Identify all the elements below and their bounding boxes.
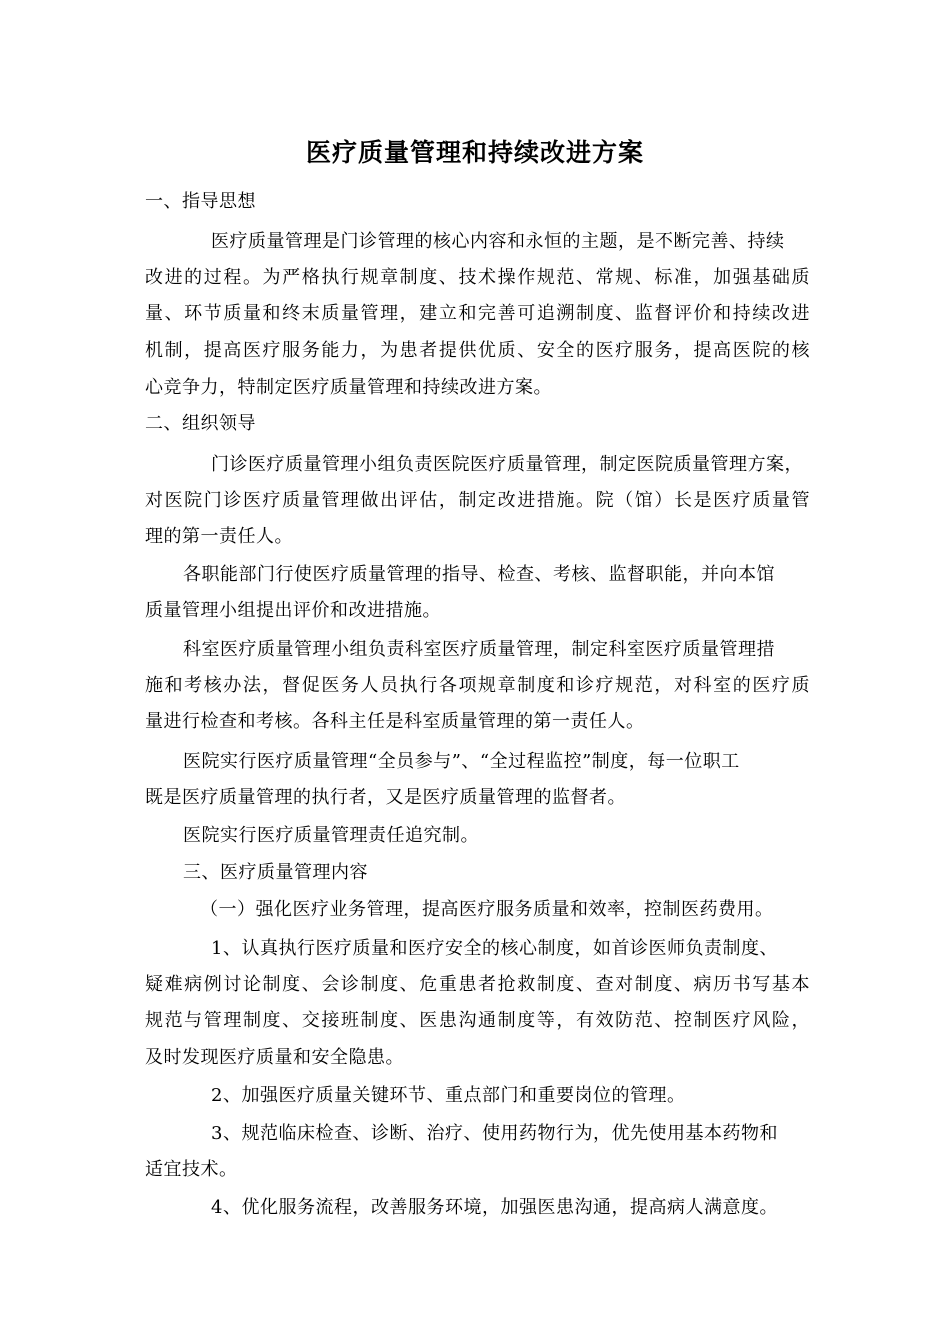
paragraph-line: 科室医疗质量管理小组负责科室医疗质量管理，制定科室医疗质量管理措 xyxy=(183,639,775,660)
paragraph-line: 量进行检查和考核。各科主任是科室质量管理的第一责任人。 xyxy=(145,711,645,732)
section-heading-3: 三、医疗质量管理内容 xyxy=(183,862,368,883)
paragraph-line: 对医院门诊医疗质量管理做出评估，制定改进措施。院（馆）长是医疗质量管 xyxy=(145,490,810,511)
paragraph-line: 适宜技术。 xyxy=(145,1159,238,1180)
paragraph-line: 改进的过程。为严格执行规章制度、技术操作规范、常规、标准，加强基础质 xyxy=(145,267,810,288)
paragraph-line: 门诊医疗质量管理小组负责医院医疗质量管理，制定医院质量管理方案， xyxy=(211,454,803,475)
paragraph-line: 理的第一责任人。 xyxy=(145,526,293,547)
subsection-heading: （一）强化医疗业务管理，提高医疗服务质量和效率，控制医药费用。 xyxy=(200,899,774,920)
paragraph-line: 医院实行医疗质量管理“全员参与”、“全过程监控”制度，每一位职工 xyxy=(183,751,740,772)
paragraph-line: 施和考核办法，督促医务人员执行各项规章制度和诊疗规范，对科室的医疗质 xyxy=(145,675,810,696)
paragraph-line: 机制，提高医疗服务能力，为患者提供优质、安全的医疗服务，提高医院的核 xyxy=(145,340,810,361)
section-heading-1: 一、指导思想 xyxy=(145,191,256,212)
paragraph-line: 及时发现医疗质量和安全隐患。 xyxy=(145,1047,404,1068)
list-item: 3、规范临床检查、诊断、治疗、使用药物行为，优先使用基本药物和 xyxy=(211,1123,778,1144)
list-item: 2、加强医疗质量关键环节、重点部门和重要岗位的管理。 xyxy=(211,1085,686,1106)
paragraph-line: 心竞争力，特制定医疗质量管理和持续改进方案。 xyxy=(145,377,552,398)
paragraph-line: 质量管理小组提出评价和改进措施。 xyxy=(145,600,441,621)
paragraph-line: 各职能部门行使医疗质量管理的指导、检查、考核、监督职能，并向本馆 xyxy=(183,564,775,585)
list-item: 4、优化服务流程，改善服务环境，加强医患沟通，提高病人满意度。 xyxy=(211,1197,778,1218)
paragraph-line: 医疗质量管理是门诊管理的核心内容和永恒的主题，是不断完善、持续 xyxy=(211,231,785,252)
paragraph-line: 量、环节质量和终末质量管理，建立和完善可追溯制度、监督评价和持续改进 xyxy=(145,303,810,324)
list-item: 1、认真执行医疗质量和医疗安全的核心制度，如首诊医师负责制度、 xyxy=(211,938,778,959)
section-heading-2: 二、组织领导 xyxy=(145,413,256,434)
paragraph-line: 疑难病例讨论制度、会诊制度、危重患者抢救制度、查对制度、病历书写基本 xyxy=(145,974,810,995)
paragraph-line: 医院实行医疗质量管理责任追究制。 xyxy=(183,825,479,846)
paragraph-line: 既是医疗质量管理的执行者，又是医疗质量管理的监督者。 xyxy=(145,787,626,808)
document-title: 医疗质量管理和持续改进方案 xyxy=(305,138,644,167)
paragraph-line: 规范与管理制度、交接班制度、医患沟通制度等，有效防范、控制医疗风险， xyxy=(145,1010,810,1031)
